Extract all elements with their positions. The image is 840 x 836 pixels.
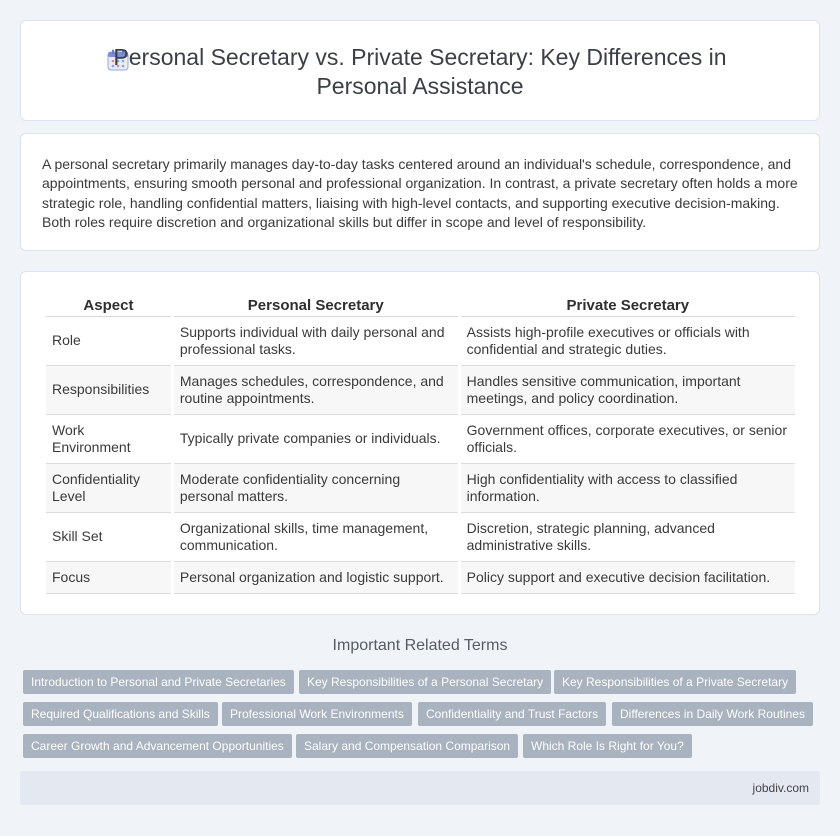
related-term-tag[interactable]: Introduction to Personal and Private Secretaries [23,670,294,694]
personal-cell: Organizational skills, time management, communication. [174,513,458,562]
private-cell: Policy support and executive decision facilitation. [461,562,795,594]
page-title-line-2: Personal Assistance [316,73,524,99]
personal-cell: Manages schedules, correspondence, and routine appointments. [174,366,458,415]
related-term-tag[interactable]: Key Responsibilities of a Private Secretary [554,670,796,694]
footer-bar [20,771,820,805]
header-private-secretary: Private Secretary [461,295,795,317]
related-term-tag[interactable]: Required Qualifications and Skills [23,702,218,726]
personal-cell: Supports individual with daily personal and professional tasks. [174,317,458,366]
table-header-row [46,295,795,317]
related-term-tag[interactable]: Key Responsibilities of a Personal Secretary [299,670,551,694]
private-cell: High confidentiality with access to classified information. [461,464,795,513]
comparison-table-card [20,271,820,615]
personal-cell: Moderate confidentiality concerning personal matters. [174,464,458,513]
aspect-cell: Work Environment [46,415,171,464]
page-title [21,43,819,101]
table-row [46,366,795,415]
related-term-tag[interactable]: Career Growth and Advancement Opportunities [23,734,292,758]
table-row [46,317,795,366]
related-term-tag[interactable]: Differences in Daily Work Routines [612,702,813,726]
aspect-cell: Confidentiality Level [46,464,171,513]
aspect-cell: Focus [46,562,171,594]
related-term-tag[interactable]: Which Role Is Right for You? [523,734,692,758]
personal-cell: Typically private companies or individuals. [174,415,458,464]
private-cell: Assists high-profile executives or officials with confidential and strategic duties. [461,317,795,366]
related-term-tag[interactable]: Salary and Compensation Comparison [296,734,518,758]
private-cell: Government offices, corporate executives, or senior officials. [461,415,795,464]
comparison-table [43,295,798,594]
table-row [46,415,795,464]
private-cell: Discretion, strategic planning, advanced administrative skills. [461,513,795,562]
table-row [46,464,795,513]
summary-text: A personal secretary primarily manages day-to-day tasks centered around an individual's schedule, correspondence, and appointments, ensuring smooth personal and professional organization. In contrast, a private secretary often holds a more strategic role, handling confidential matters, liaising with high-level contacts, and supporting executive decision-making. Both roles require discretion and organizational skills but differ in scope and level of responsibility. [42,156,798,230]
page-title-line-1: Personal Secretary vs. Private Secretary: Key Differences in [113,44,727,70]
table-row [46,562,795,594]
summary-card [20,133,820,251]
footer-site-link[interactable]: jobdiv.com [752,781,809,795]
related-term-tag[interactable]: Confidentiality and Trust Factors [418,702,606,726]
header-personal-secretary: Personal Secretary [174,295,458,317]
related-term-tag[interactable]: Professional Work Environments [222,702,412,726]
private-cell: Handles sensitive communication, important meetings, and policy coordination. [461,366,795,415]
aspect-cell: Role [46,317,171,366]
table-row [46,513,795,562]
aspect-cell: Skill Set [46,513,171,562]
related-terms-title: Important Related Terms [332,637,508,654]
personal-cell: Personal organization and logistic support. [174,562,458,594]
header-card [20,20,820,121]
header-aspect: Aspect [46,295,171,317]
aspect-cell: Responsibilities [46,366,171,415]
